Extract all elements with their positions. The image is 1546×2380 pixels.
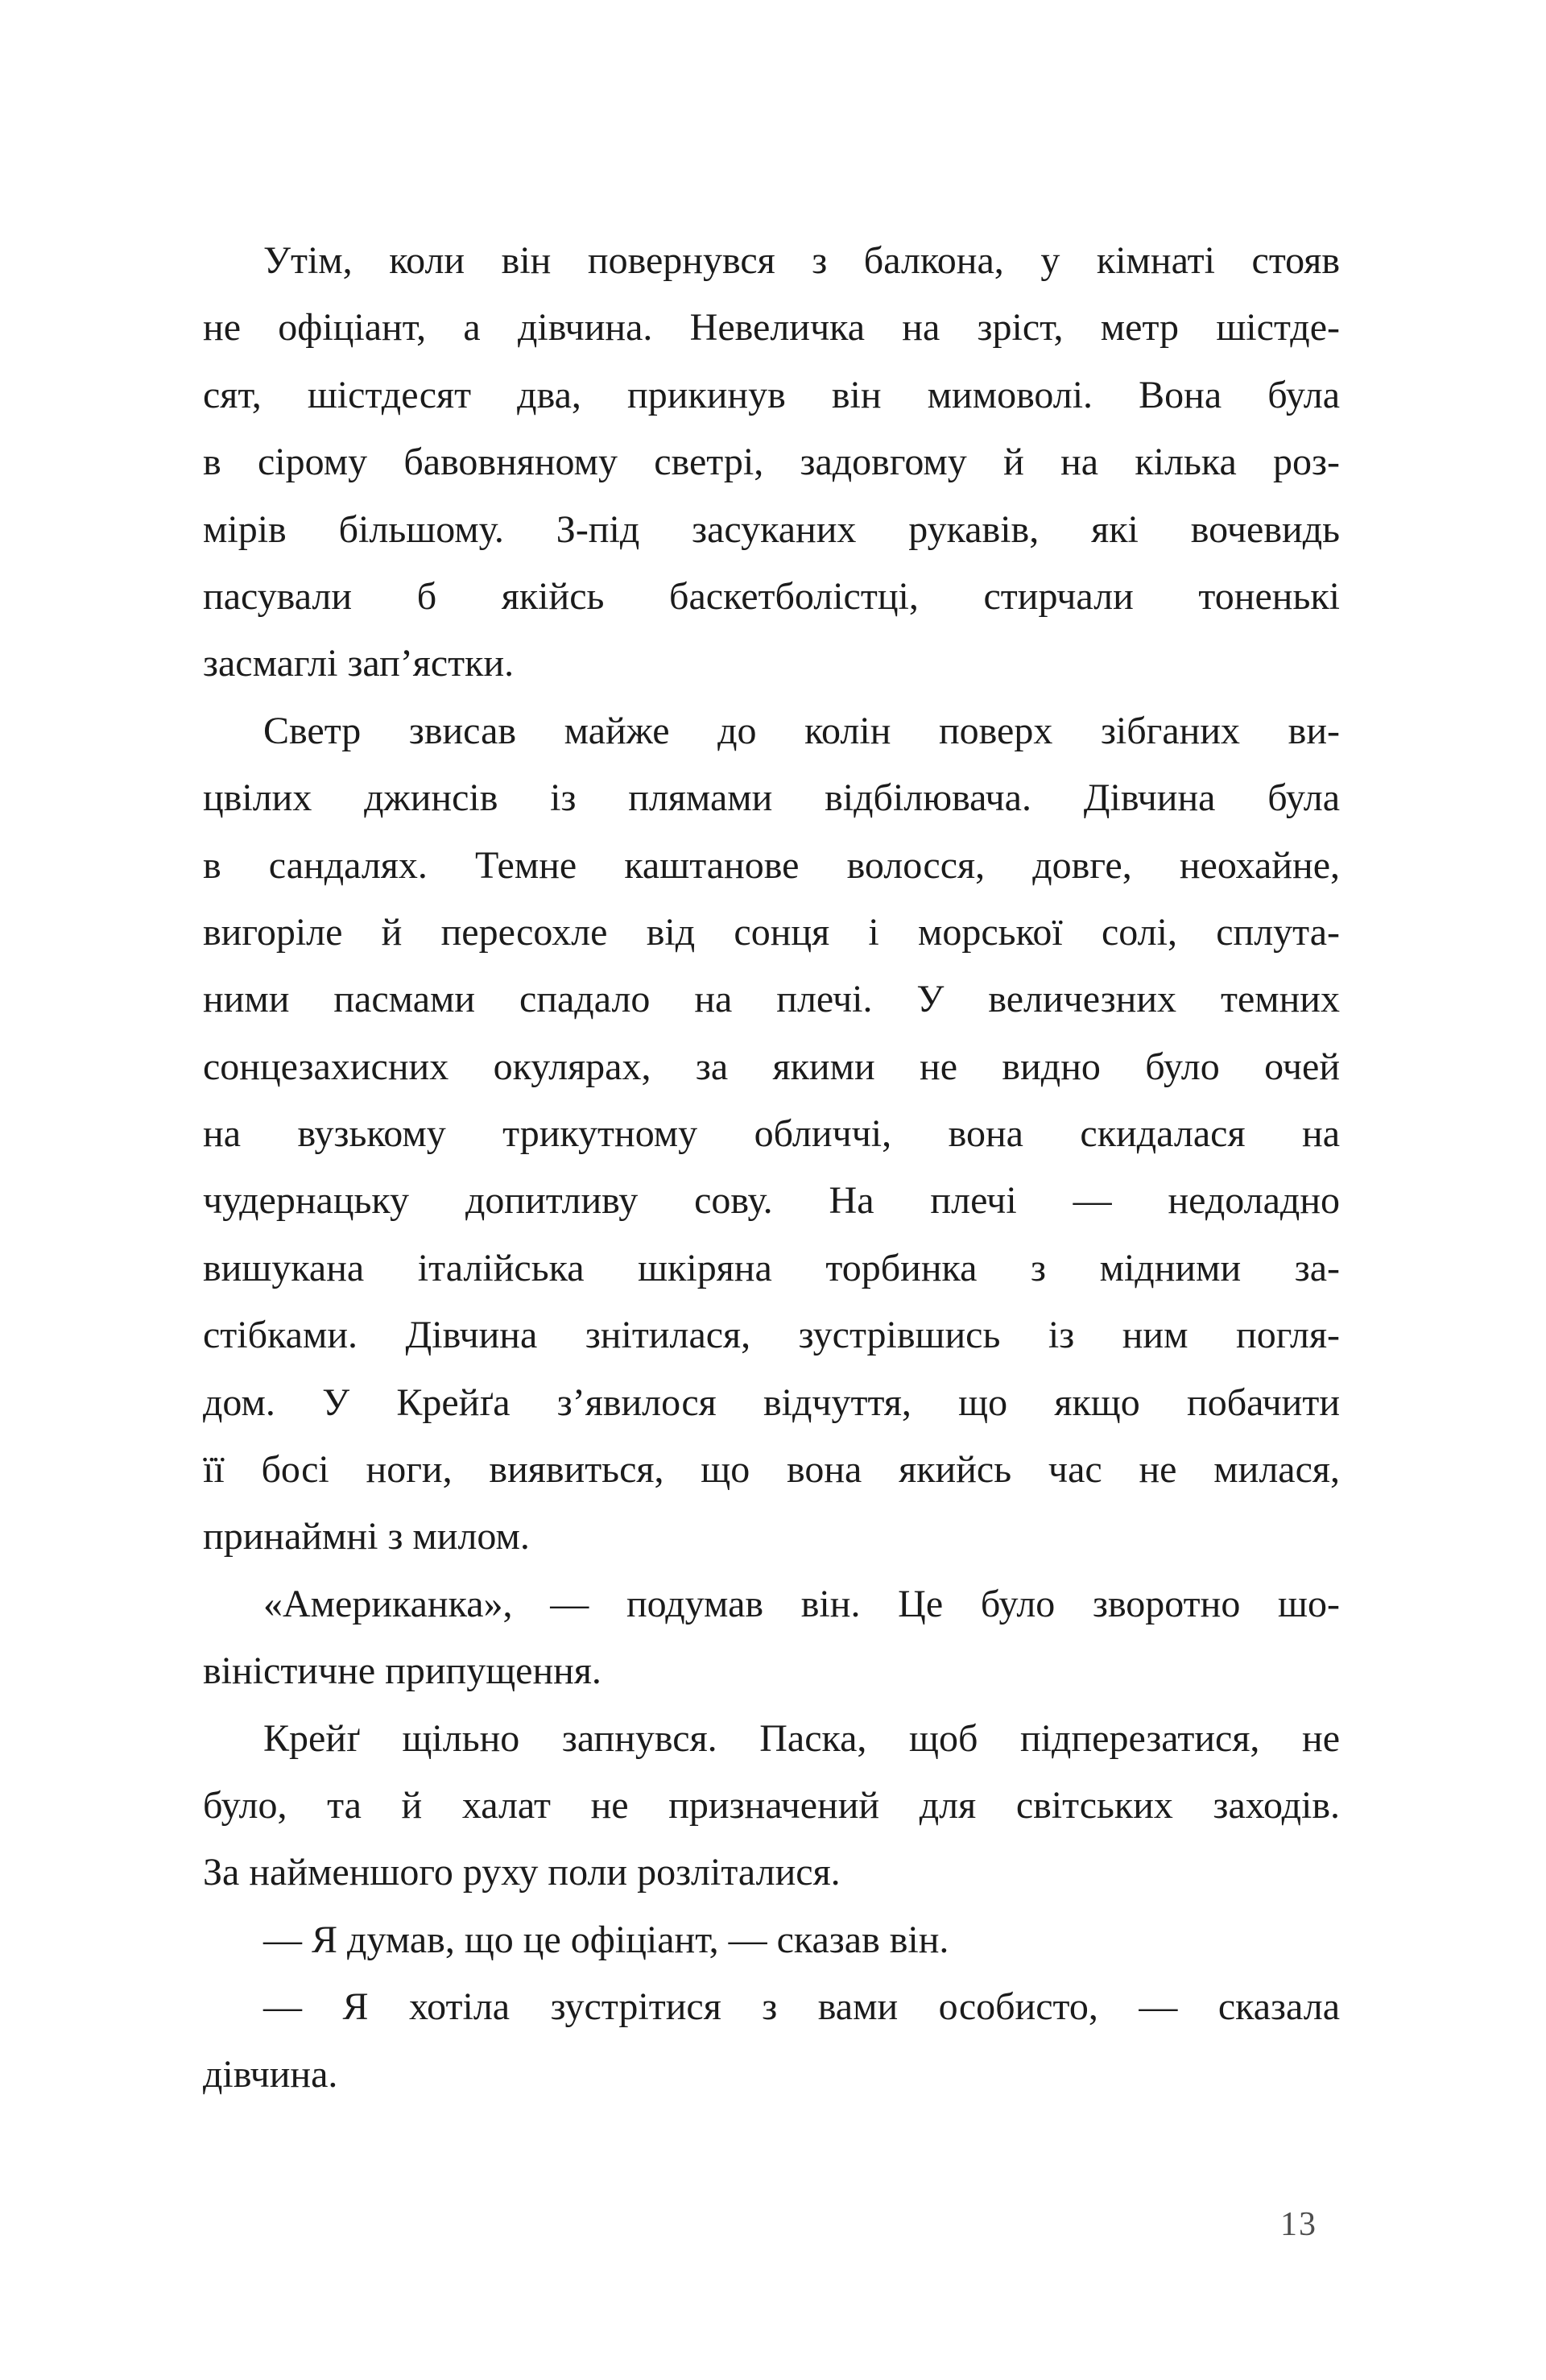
text-line: дом. У Крейґа з’явилося відчуття, що якщо побачити: [203, 1380, 1340, 1424]
text-line: пасували б якійсь баскетболістці, стирчали тоненькі: [203, 574, 1340, 618]
text-line: мірів більшому. З-під засуканих рукавів, які вочевидь: [203, 507, 1340, 551]
text-line: її босі ноги, виявиться, що вона якийсь час не милася,: [203, 1448, 1340, 1492]
text-line: ними пасмами спадало на плечі. У величезних темних: [203, 978, 1340, 1021]
text-line: «Американка», — подумав він. Це було зворотно шо-: [263, 1582, 1340, 1625]
text-line: вигоріле й пересохле від сонця і морської солі, сплута-: [203, 910, 1340, 954]
text-line: — Я хотіла зустрітися з вами особисто, — сказала: [263, 1985, 1340, 2029]
page-number: 13: [1280, 2206, 1317, 2243]
text-line: стібками. Дівчина знітилася, зустрівшись із ним погля-: [203, 1314, 1340, 1357]
text-line: Светр звисав майже до колін поверх зібганих ви-: [263, 709, 1340, 752]
text-line: Утім, коли він повернувся з балкона, у кімнаті стояв: [263, 239, 1340, 282]
text-line: в сандалях. Темне каштанове волосся, довге, неохайне,: [203, 843, 1340, 887]
text-line: цвілих джинсів із плямами відбілювача. Дівчина була: [203, 776, 1340, 820]
text-line: принаймні з милом.: [203, 1515, 530, 1558]
text-line: не офіціант, а дівчина. Невеличка на зріст, метр шістде-: [203, 306, 1340, 350]
text-line: дівчина.: [203, 2052, 338, 2096]
text-line: За найменшого руху поли розліталися.: [203, 1851, 841, 1894]
text-line: було, та й халат не призначений для світських заходів.: [203, 1783, 1340, 1827]
text-line: сонцезахисних окулярах, за якими не видно було очей: [203, 1045, 1340, 1088]
paragraph: [203, 697, 1340, 1571]
paragraph: [203, 1571, 1340, 1705]
paragraph: [203, 1705, 1340, 1906]
text-line: Крейґ щільно запнувся. Паска, щоб підперезатися, не: [263, 1716, 1340, 1760]
text-line: віністичне припущення.: [203, 1649, 601, 1693]
page-text: [203, 227, 1340, 2108]
text-line: засмаглі зап’ястки.: [203, 642, 515, 685]
paragraph: [203, 1906, 1340, 1973]
paragraph: [203, 1973, 1340, 2108]
text-line: чудернацьку допитливу сову. На плечі — недоладно: [203, 1179, 1340, 1223]
text-line: в сірому бавовняному светрі, задовгому й на кілька роз-: [203, 441, 1340, 484]
text-line: — Я думав, що це офіціант, — сказав він.: [263, 1918, 949, 1961]
text-line: на вузькому трикутному обличчі, вона скидалася на: [203, 1112, 1340, 1156]
text-line: вишукана італійська шкіряна торбинка з мідними за-: [203, 1246, 1340, 1289]
text-line: сят, шістдесят два, прикинув він мимоволі. Вона була: [203, 373, 1340, 416]
paragraph: [203, 227, 1340, 697]
